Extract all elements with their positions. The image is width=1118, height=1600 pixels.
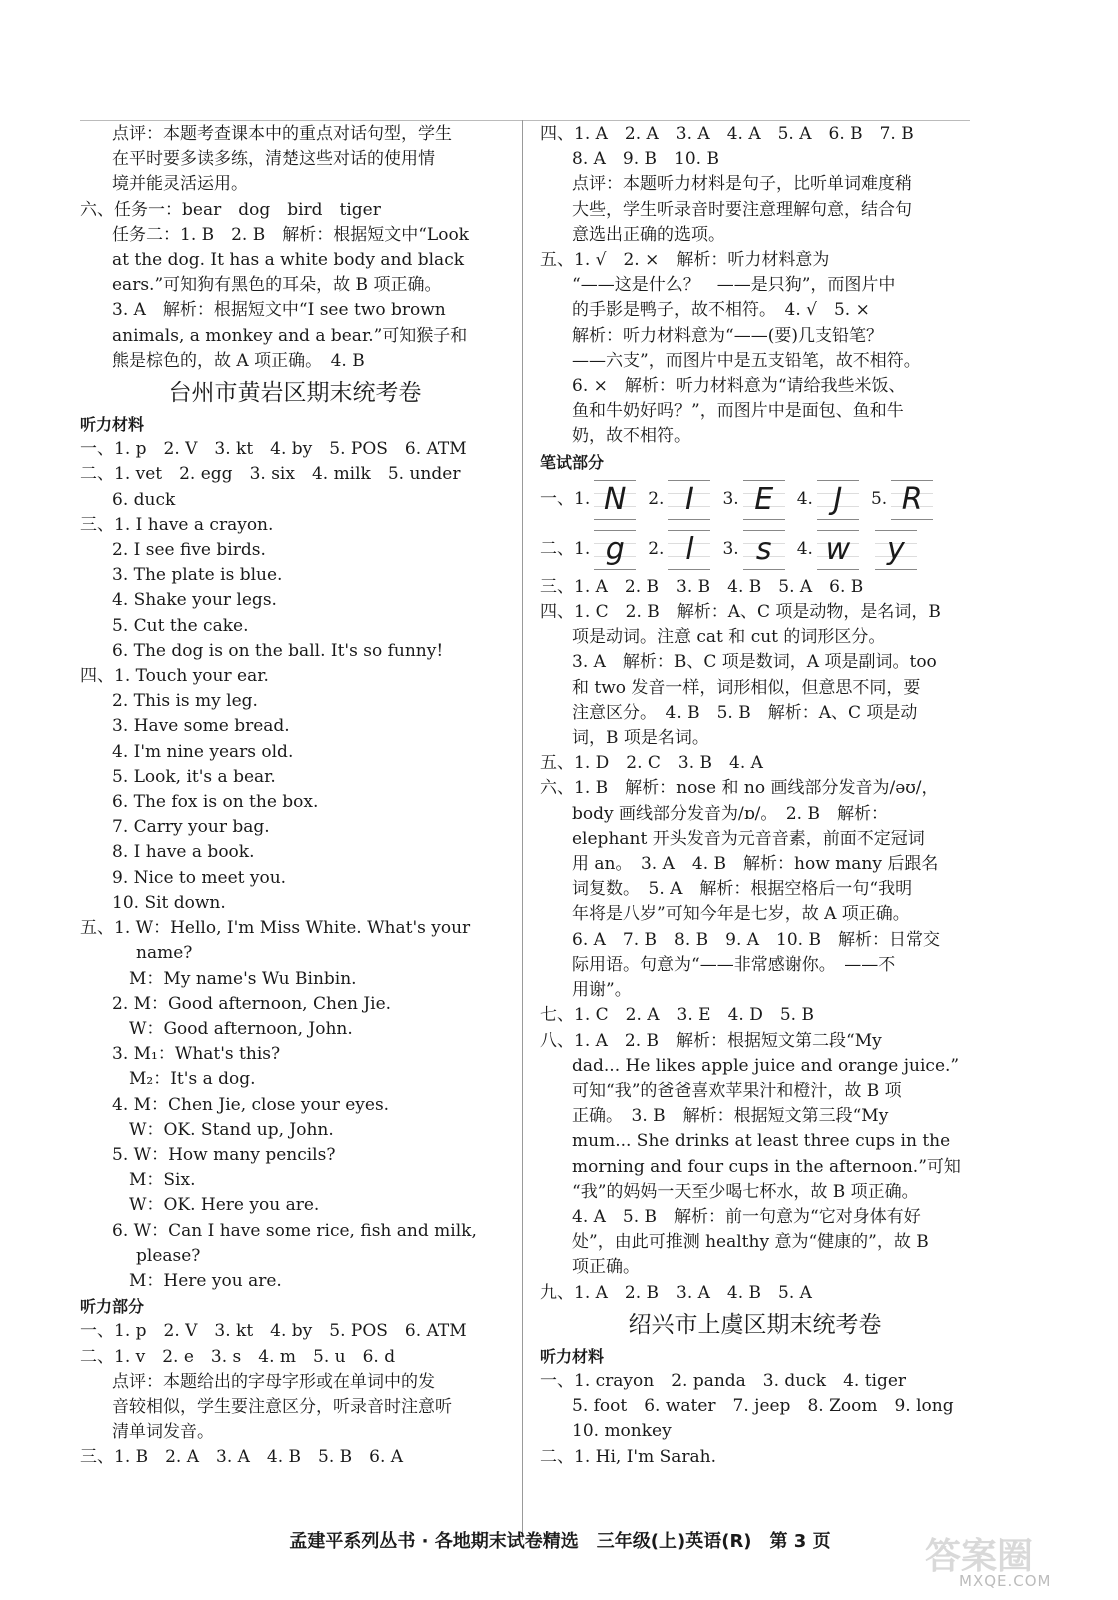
answer-line: 五、1. √ 2. × 解析：听力材料意为 [540, 250, 830, 271]
answer-line: 解析：听力材料意为“——(要)几支铅笔？ [572, 325, 883, 346]
answer-line: 际用语。句意为“——非常感谢你。 ——不 [572, 954, 896, 975]
answer-line: 10. monkey [572, 1421, 672, 1442]
answer-line: W：OK. Stand up, John. [112, 1119, 334, 1140]
answer-line: 意选出正确的选项。 [572, 224, 725, 245]
handwriting-item [722, 530, 784, 570]
item-number: 1. [574, 539, 591, 560]
answer-line: 4. M：Chen Jie, close your eyes. [112, 1094, 390, 1115]
watermark-url: MXQE.COM [959, 1572, 1052, 1590]
answer-line: 七、1. C 2. A 3. E 4. D 5. B [540, 1005, 814, 1026]
subsection-heading: 听力材料 [80, 415, 145, 435]
answer-line: 10. Sit down. [112, 892, 226, 913]
answer-line: W：Good afternoon, John. [112, 1018, 353, 1039]
four-line-writing-box [891, 480, 933, 520]
answer-line: 8. I have a book. [112, 842, 255, 863]
answer-line: 五、1. D 2. C 3. B 4. A [540, 753, 763, 774]
answer-line: 3. A 解析：根据短文中“I see two brown [112, 300, 446, 321]
answer-line: 三、1. A 2. B 3. B 4. B 5. A 6. B [540, 576, 864, 597]
handwriting-item [797, 480, 859, 520]
answer-line: 6. The dog is on the ball. It's so funny! [112, 640, 444, 661]
answer-line: 点评：本题听力材料是句子，比听单词难度稍 [572, 174, 912, 195]
answer-line: 一、1. crayon 2. panda 3. duck 4. tiger [540, 1370, 907, 1391]
four-line-writing-box [743, 530, 785, 570]
answer-line: 2. This is my leg. [112, 691, 258, 712]
answer-line: 六、任务一：bear dog bird tiger [80, 199, 381, 220]
item-number: 3. [722, 489, 739, 510]
answer-line: ——六支”，而图片中是五支铅笔，故不相符。 [572, 350, 921, 371]
four-line-writing-box [594, 480, 636, 520]
answer-line: 年将是八岁”可知今年是七岁，故 A 项正确。 [572, 904, 910, 925]
watermark-logo [895, 1528, 1085, 1592]
item-number: 4. [796, 539, 813, 560]
handwriting-item [797, 530, 859, 570]
answer-line: 正确。 3. B 解析：根据短文第三段“My [572, 1106, 889, 1127]
answer-line: 四、1. C 2. B 解析：A、C 项是动物，是名词，B [540, 602, 941, 623]
answer-line: M₂：It's a dog. [112, 1069, 256, 1090]
right-lower-block [540, 575, 970, 1470]
item-number: 2. [648, 489, 665, 510]
question-number: 一、 [540, 489, 574, 510]
answer-line: 3. Have some bread. [112, 716, 290, 737]
four-line-writing-box [817, 480, 859, 520]
answer-line: at the dog. It has a white body and black [112, 250, 465, 271]
answer-line: M：Six. [112, 1170, 196, 1191]
handwriting-row-uppercase [540, 475, 970, 525]
answer-line: M：Here you are. [112, 1270, 282, 1291]
answer-line: 用 an。 3. A 4. B 解析：how many 后跟名 [572, 854, 939, 875]
handwriting-item [871, 530, 917, 570]
answer-line: 4. A 5. B 解析：前一句意为“它对身体有好 [572, 1206, 921, 1227]
answer-line: M：My name's Wu Binbin. [112, 968, 357, 989]
answer-line: 6. duck [112, 489, 176, 510]
answer-line: 奶，故不相符。 [572, 426, 691, 447]
answer-line: elephant 开头发音为元音音素，前面不定冠词 [572, 828, 925, 849]
answer-line: 处”，由此可推测 healthy 意为“健康的”，故 B [572, 1232, 929, 1253]
answer-line: 6. A 7. B 8. B 9. A 10. B 解析：日常交 [572, 929, 940, 950]
handwritten-letter: y [887, 531, 905, 567]
answer-line: 清单词发音。 [112, 1422, 214, 1443]
answer-line: morning and four cups in the afternoon.”可知 [572, 1156, 961, 1177]
handwritten-letter: J [833, 481, 843, 517]
answer-line: 5. W：How many pencils? [112, 1144, 336, 1165]
page-footer: 孟建平系列丛书 · 各地期末试卷精选 三年级(上)英语(R) 第 3 页 [289, 1531, 831, 1552]
right-column [540, 122, 970, 1470]
handwritten-letter: s [755, 531, 772, 567]
handwriting-row-lowercase [540, 525, 970, 575]
item-number: 5. [870, 489, 888, 510]
answer-line: 9. Nice to meet you. [112, 867, 287, 888]
answer-line: 5. Look, it's a bear. [112, 766, 276, 787]
answer-line: 4. I'm nine years old. [112, 741, 294, 762]
answer-line: 5. Cut the cake. [112, 615, 249, 636]
answer-line: 六、1. B 解析：nose 和 no 画线部分发音为/əʊ/， [540, 778, 939, 799]
column-divider [522, 120, 523, 1540]
answer-line: 6. The fox is on the box. [112, 792, 319, 813]
answer-line: 3. M₁：What's this? [112, 1044, 281, 1065]
handwriting-item [574, 480, 636, 520]
answer-line: 五、1. W：Hello, I'm Miss White. What's your [80, 918, 471, 939]
answer-line: 词，B 项是名词。 [572, 728, 709, 749]
answer-line: 点评：本题给出的字母字形或在单词中的发 [112, 1371, 435, 1392]
four-line-writing-box [875, 530, 917, 570]
answer-line: 九、1. A 2. B 3. A 4. B 5. A [540, 1282, 812, 1303]
answer-line: 境并能灵活运用。 [112, 174, 248, 195]
subsection-heading: 听力材料 [540, 1346, 605, 1366]
left-column [80, 122, 510, 1471]
answer-line: animals, a monkey and a bear.”可知猴子和 [112, 325, 468, 346]
answer-line: 3. The plate is blue. [112, 565, 283, 586]
answer-line: “我”的妈妈一天至少喝七杯水，故 B 项正确。 [572, 1181, 919, 1202]
right-upper-block [540, 122, 970, 475]
answer-line: 任务二：1. B 2. B 解析：根据短文中“Look [112, 224, 469, 245]
item-number: 4. [796, 489, 813, 510]
handwriting-item [722, 480, 784, 520]
section-title: 台州市黄岩区期末统考卷 [168, 380, 422, 407]
handwritten-letter: I [685, 481, 694, 517]
handwritten-letter: w [825, 531, 851, 567]
answer-line: 的手影是鸭子，故不相符。 4. √ 5. × [572, 300, 870, 321]
answer-line: 可知“我”的爸爸喜欢苹果汁和橙汁，故 B 项 [572, 1080, 902, 1101]
answer-line: 二、1. vet 2. egg 3. six 4. milk 5. under [80, 464, 461, 485]
answer-line: 8. A 9. B 10. B [572, 149, 719, 170]
top-rule [80, 120, 970, 121]
watermark-text: 答案圈 [925, 1536, 1034, 1577]
handwriting-item [574, 530, 636, 570]
handwritten-letter: E [754, 481, 774, 517]
answer-line: 项是动词。注意 cat 和 cut 的词形区分。 [572, 627, 886, 648]
question-number: 二、 [540, 539, 574, 560]
answer-line: 项正确。 [572, 1257, 640, 1278]
answer-line: 一、1. p 2. V 3. kt 4. by 5. POS 6. ATM [80, 1321, 467, 1342]
answer-line: 2. M：Good afternoon, Chen Jie. [112, 993, 392, 1014]
subsection-heading: 笔试部分 [540, 452, 605, 472]
answer-line: 4. Shake your legs. [112, 590, 277, 611]
answer-line: 用谢”。 [572, 980, 632, 1001]
four-line-writing-box [743, 480, 785, 520]
answer-line: 熊是棕色的，故 A 项正确。 4. B [112, 350, 365, 371]
answer-line: 大些，学生听录音时要注意理解句意，结合句 [572, 199, 912, 220]
handwriting-item [648, 480, 710, 520]
answer-line: ears.”可知狗有黑色的耳朵，故 B 项正确。 [112, 275, 442, 296]
answer-line: 四、1. A 2. A 3. A 4. A 5. A 6. B 7. B [540, 124, 914, 144]
item-number: 1. [574, 489, 591, 510]
answer-line: 二、1. v 2. e 3. s 4. m 5. u 6. d [80, 1346, 396, 1367]
four-line-writing-box [668, 480, 710, 520]
answer-line: 四、1. Touch your ear. [80, 666, 269, 687]
answer-line: 三、1. B 2. A 3. A 4. B 5. B 6. A [80, 1447, 404, 1468]
four-line-writing-box [817, 530, 859, 570]
answer-line: 6. × 解析：听力材料意为“请给我些米饭、 [572, 376, 906, 397]
handwritten-letter: g [605, 531, 625, 567]
answer-line: 二、1. Hi, I'm Sarah. [540, 1446, 717, 1467]
answer-line: “——这是什么？ ——是只狗”，而图片中 [572, 275, 896, 296]
answer-line: please? [136, 1245, 201, 1266]
answer-line: dad... He likes apple juice and orange juice.” [572, 1055, 960, 1076]
answer-line: mum... She drinks at least three cups in the [572, 1131, 951, 1152]
answer-line: body 画线部分发音为/ɒ/。 2. B 解析： [572, 803, 888, 824]
answer-line: 词复数。 5. A 解析：根据空格后一句“我明 [572, 879, 913, 900]
answer-line: 3. A 解析：B、C 项是数词，A 项是副词。too [572, 652, 937, 673]
four-line-writing-box [668, 530, 710, 570]
answer-line: 5. foot 6. water 7. jeep 8. Zoom 9. long [572, 1396, 954, 1417]
handwritten-letter: l [685, 531, 694, 567]
answer-line: 八、1. A 2. B 解析：根据短文第二段“My [540, 1030, 882, 1051]
answer-line: 鱼和牛奶好吗？”，而图片中是面包、鱼和牛 [572, 401, 904, 422]
answer-line: 三、1. I have a crayon. [80, 514, 274, 535]
answer-line: 一、1. p 2. V 3. kt 4. by 5. POS 6. ATM [80, 439, 467, 460]
item-number: 2. [648, 539, 665, 560]
handwriting-item [648, 530, 710, 570]
answer-line: 点评：本题考查课本中的重点对话句型，学生 [112, 124, 452, 144]
answer-line: 和 two 发音一样，词形相似，但意思不同，要 [572, 677, 921, 698]
handwriting-item [871, 480, 933, 520]
item-number: 3. [722, 539, 739, 560]
answer-line: 7. Carry your bag. [112, 817, 270, 838]
answer-line: 在平时要多读多练，清楚这些对话的使用情 [112, 149, 435, 170]
subsection-heading: 听力部分 [80, 1297, 145, 1317]
handwritten-letter: R [901, 481, 923, 517]
answer-line: 音较相似，学生要注意区分，听录音时注意听 [112, 1396, 452, 1417]
four-line-writing-box [594, 530, 636, 570]
section-title: 绍兴市上虞区期末统考卷 [628, 1311, 882, 1338]
answer-line: 2. I see five birds. [112, 540, 266, 561]
answer-line: W：OK. Here you are. [112, 1195, 320, 1216]
handwritten-letter: N [604, 481, 627, 517]
answer-line: 6. W：Can I have some rice, fish and milk, [112, 1220, 477, 1241]
answer-line: 注意区分。 4. B 5. B 解析：A、C 项是动 [572, 702, 918, 723]
answer-line: name? [136, 943, 193, 964]
